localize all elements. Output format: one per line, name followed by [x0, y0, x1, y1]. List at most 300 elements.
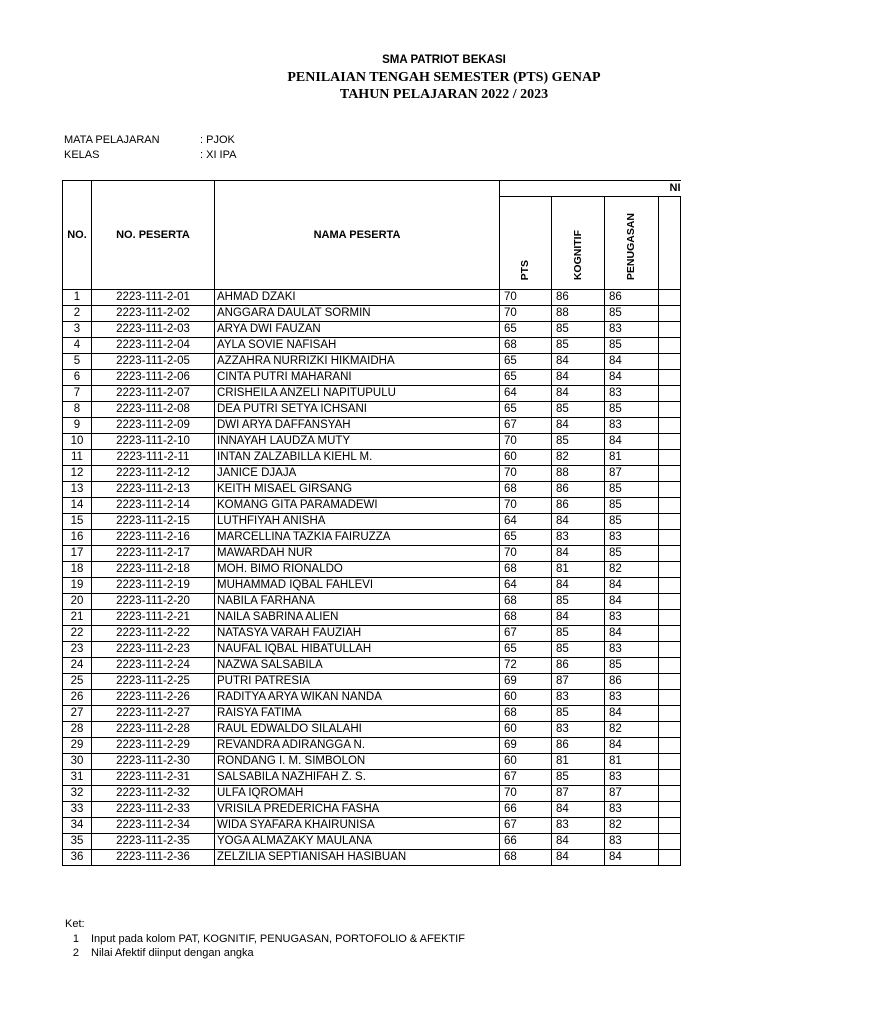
cell-next-column	[659, 770, 681, 786]
cell-kognitif: 81	[552, 754, 605, 770]
cell-kognitif: 86	[552, 738, 605, 754]
cell-nama: ARYA DWI FAUZAN	[215, 322, 500, 338]
class-value: : XI IPA	[200, 149, 237, 161]
cell-nama: VRISILA PREDERICHA FASHA	[215, 802, 500, 818]
cell-nama: CRISHEILA ANZELI NAPITUPULU	[215, 386, 500, 402]
cell-nama: WIDA SYAFARA KHAIRUNISA	[215, 818, 500, 834]
cell-no-peserta: 2223-111-2-23	[92, 642, 215, 658]
table-row	[63, 466, 681, 482]
cell-penugasan: 83	[605, 690, 659, 706]
table-row	[63, 754, 681, 770]
table-row	[63, 786, 681, 802]
cell-no: 1	[63, 290, 92, 306]
cell-pts: 65	[500, 322, 552, 338]
cell-nama: DEA PUTRI SETYA ICHSANI	[215, 402, 500, 418]
table-row	[63, 354, 681, 370]
cell-no: 32	[63, 786, 92, 802]
cell-next-column	[659, 754, 681, 770]
cell-pts: 64	[500, 514, 552, 530]
cell-nama: MUHAMMAD IQBAL FAHLEVI	[215, 578, 500, 594]
cell-no: 6	[63, 370, 92, 386]
table-row	[63, 626, 681, 642]
cell-penugasan: 84	[605, 578, 659, 594]
cell-penugasan: 85	[605, 498, 659, 514]
cell-nama: RAISYA FATIMA	[215, 706, 500, 722]
cell-next-column	[659, 482, 681, 498]
cell-no-peserta: 2223-111-2-29	[92, 738, 215, 754]
cell-kognitif: 86	[552, 498, 605, 514]
table-row	[63, 738, 681, 754]
cell-nama: INTAN ZALZABILLA KIEHL M.	[215, 450, 500, 466]
cell-no-peserta: 2223-111-2-35	[92, 834, 215, 850]
cell-next-column	[659, 322, 681, 338]
cell-no-peserta: 2223-111-2-36	[92, 850, 215, 866]
table-row	[63, 850, 681, 866]
note-number: 1	[72, 933, 79, 945]
cell-nama: JANICE DJAJA	[215, 466, 500, 482]
cell-penugasan: 84	[605, 850, 659, 866]
table-row	[63, 338, 681, 354]
cell-pts: 60	[500, 754, 552, 770]
cell-pts: 60	[500, 690, 552, 706]
cell-no: 24	[63, 658, 92, 674]
cell-no-peserta: 2223-111-2-07	[92, 386, 215, 402]
cell-kognitif: 84	[552, 386, 605, 402]
cell-no-peserta: 2223-111-2-13	[92, 482, 215, 498]
cell-penugasan: 83	[605, 834, 659, 850]
cell-next-column	[659, 498, 681, 514]
cell-next-column	[659, 450, 681, 466]
table-row	[63, 498, 681, 514]
cell-no-peserta: 2223-111-2-01	[92, 290, 215, 306]
cell-kognitif: 85	[552, 706, 605, 722]
table-row	[63, 418, 681, 434]
cell-pts: 70	[500, 290, 552, 306]
cell-no-peserta: 2223-111-2-14	[92, 498, 215, 514]
cell-no-peserta: 2223-111-2-25	[92, 674, 215, 690]
grades-table	[62, 180, 681, 866]
cell-pts: 65	[500, 642, 552, 658]
cell-kognitif: 84	[552, 850, 605, 866]
cell-penugasan: 86	[605, 674, 659, 690]
table-row	[63, 770, 681, 786]
cell-penugasan: 85	[605, 514, 659, 530]
cell-penugasan: 83	[605, 770, 659, 786]
table-row	[63, 306, 681, 322]
cell-nama: RADITYA ARYA WIKAN NANDA	[215, 690, 500, 706]
cell-kognitif: 87	[552, 786, 605, 802]
cell-nama: PUTRI PATRESIA	[215, 674, 500, 690]
table-row	[63, 434, 681, 450]
cell-pts: 68	[500, 338, 552, 354]
cell-kognitif: 81	[552, 562, 605, 578]
cell-kognitif: 85	[552, 402, 605, 418]
cell-kognitif: 87	[552, 674, 605, 690]
cell-nama: YOGA ALMAZAKY MAULANA	[215, 834, 500, 850]
cell-kognitif: 88	[552, 466, 605, 482]
header-no-peserta: NO. PESERTA	[92, 181, 215, 290]
cell-kognitif: 86	[552, 290, 605, 306]
cell-no: 18	[63, 562, 92, 578]
cell-penugasan: 83	[605, 642, 659, 658]
cell-nama: NAZWA SALSABILA	[215, 658, 500, 674]
cell-nama: MOH. BIMO RIONALDO	[215, 562, 500, 578]
cell-nama: RONDANG I. M. SIMBOLON	[215, 754, 500, 770]
cell-penugasan: 87	[605, 786, 659, 802]
class-label: KELAS	[64, 149, 100, 161]
cell-no: 23	[63, 642, 92, 658]
cell-no: 30	[63, 754, 92, 770]
table-row	[63, 802, 681, 818]
cell-next-column	[659, 386, 681, 402]
cell-next-column	[659, 354, 681, 370]
cell-kognitif: 88	[552, 306, 605, 322]
table-row	[63, 834, 681, 850]
cell-no: 16	[63, 530, 92, 546]
cell-pts: 70	[500, 434, 552, 450]
cell-penugasan: 85	[605, 306, 659, 322]
cell-kognitif: 85	[552, 770, 605, 786]
cell-penugasan: 84	[605, 706, 659, 722]
cell-nama: INNAYAH LAUDZA MUTY	[215, 434, 500, 450]
cell-no-peserta: 2223-111-2-30	[92, 754, 215, 770]
cell-nama: KOMANG GITA PARAMADEWI	[215, 498, 500, 514]
cell-no-peserta: 2223-111-2-21	[92, 610, 215, 626]
cell-next-column	[659, 514, 681, 530]
cell-pts: 70	[500, 546, 552, 562]
cell-penugasan: 86	[605, 290, 659, 306]
cell-pts: 66	[500, 802, 552, 818]
cell-no-peserta: 2223-111-2-24	[92, 658, 215, 674]
cell-no-peserta: 2223-111-2-28	[92, 722, 215, 738]
cell-no-peserta: 2223-111-2-31	[92, 770, 215, 786]
document-title: PENILAIAN TENGAH SEMESTER (PTS) GENAP	[287, 70, 601, 85]
cell-no: 15	[63, 514, 92, 530]
cell-no: 7	[63, 386, 92, 402]
header-no: NO.	[63, 181, 92, 290]
cell-next-column	[659, 418, 681, 434]
cell-pts: 65	[500, 354, 552, 370]
cell-no: 22	[63, 626, 92, 642]
cell-nama: NABILA FARHANA	[215, 594, 500, 610]
cell-penugasan: 85	[605, 482, 659, 498]
cell-pts: 65	[500, 402, 552, 418]
cell-penugasan: 83	[605, 418, 659, 434]
table-row	[63, 370, 681, 386]
cell-nama: ULFA IQROMAH	[215, 786, 500, 802]
cell-no-peserta: 2223-111-2-02	[92, 306, 215, 322]
cell-pts: 70	[500, 786, 552, 802]
cell-no: 29	[63, 738, 92, 754]
cell-no-peserta: 2223-111-2-26	[92, 690, 215, 706]
cell-nama: MARCELLINA TAZKIA FAIRUZZA	[215, 530, 500, 546]
table-row	[63, 610, 681, 626]
table-row	[63, 706, 681, 722]
cell-kognitif: 83	[552, 818, 605, 834]
cell-penugasan: 83	[605, 610, 659, 626]
cell-no-peserta: 2223-111-2-17	[92, 546, 215, 562]
table-row	[63, 658, 681, 674]
cell-penugasan: 82	[605, 722, 659, 738]
cell-penugasan: 85	[605, 402, 659, 418]
note-text: Input pada kolom PAT, KOGNITIF, PENUGASAN, PORTOFOLIO & AFEKTIF	[91, 933, 465, 945]
table-row	[63, 402, 681, 418]
cell-penugasan: 85	[605, 546, 659, 562]
cell-nama: ZELZILIA SEPTIANISAH HASIBUAN	[215, 850, 500, 866]
notes-heading: Ket:	[65, 918, 85, 930]
cell-pts: 60	[500, 450, 552, 466]
cell-pts: 60	[500, 722, 552, 738]
cell-penugasan: 81	[605, 450, 659, 466]
cell-nama: AHMAD DZAKI	[215, 290, 500, 306]
cell-penugasan: 84	[605, 434, 659, 450]
cell-no-peserta: 2223-111-2-32	[92, 786, 215, 802]
cell-no: 25	[63, 674, 92, 690]
cell-pts: 65	[500, 370, 552, 386]
cell-kognitif: 84	[552, 834, 605, 850]
table-row	[63, 482, 681, 498]
cell-no: 10	[63, 434, 92, 450]
table-row	[63, 578, 681, 594]
cell-pts: 70	[500, 498, 552, 514]
cell-no: 9	[63, 418, 92, 434]
cell-next-column	[659, 722, 681, 738]
cell-no: 26	[63, 690, 92, 706]
cell-no: 20	[63, 594, 92, 610]
cell-no: 21	[63, 610, 92, 626]
cell-pts: 67	[500, 770, 552, 786]
cell-penugasan: 85	[605, 338, 659, 354]
cell-penugasan: 81	[605, 754, 659, 770]
cell-pts: 68	[500, 482, 552, 498]
cell-penugasan: 82	[605, 818, 659, 834]
cell-penugasan: 84	[605, 738, 659, 754]
cell-pts: 70	[500, 306, 552, 322]
cell-next-column	[659, 466, 681, 482]
header-nama-peserta: NAMA PESERTA	[215, 181, 500, 290]
cell-no: 14	[63, 498, 92, 514]
header-next-column	[659, 197, 681, 290]
cell-pts: 67	[500, 818, 552, 834]
cell-no-peserta: 2223-111-2-20	[92, 594, 215, 610]
cell-nama: REVANDRA ADIRANGGA N.	[215, 738, 500, 754]
subject-value: : PJOK	[200, 134, 235, 146]
notes	[65, 918, 465, 959]
cell-nama: AYLA SOVIE NAFISAH	[215, 338, 500, 354]
cell-no: 27	[63, 706, 92, 722]
cell-kognitif: 85	[552, 642, 605, 658]
cell-no-peserta: 2223-111-2-10	[92, 434, 215, 450]
cell-no: 36	[63, 850, 92, 866]
cell-nama: ANGGARA DAULAT SORMIN	[215, 306, 500, 322]
cell-penugasan: 83	[605, 386, 659, 402]
cell-next-column	[659, 434, 681, 450]
cell-no: 34	[63, 818, 92, 834]
table-row	[63, 562, 681, 578]
cell-no-peserta: 2223-111-2-22	[92, 626, 215, 642]
cell-nama: SALSABILA NAZHIFAH Z. S.	[215, 770, 500, 786]
cell-next-column	[659, 674, 681, 690]
cell-kognitif: 82	[552, 450, 605, 466]
cell-next-column	[659, 626, 681, 642]
cell-no-peserta: 2223-111-2-16	[92, 530, 215, 546]
table-row	[63, 722, 681, 738]
cell-no: 31	[63, 770, 92, 786]
cell-kognitif: 84	[552, 370, 605, 386]
cell-kognitif: 85	[552, 626, 605, 642]
cell-pts: 69	[500, 738, 552, 754]
cell-kognitif: 84	[552, 418, 605, 434]
cell-next-column	[659, 642, 681, 658]
cell-kognitif: 83	[552, 722, 605, 738]
table-row	[63, 290, 681, 306]
table-row	[63, 594, 681, 610]
cell-next-column	[659, 818, 681, 834]
table-row	[63, 818, 681, 834]
cell-next-column	[659, 306, 681, 322]
cell-next-column	[659, 402, 681, 418]
cell-kognitif: 84	[552, 578, 605, 594]
cell-no: 3	[63, 322, 92, 338]
cell-no: 5	[63, 354, 92, 370]
cell-no: 11	[63, 450, 92, 466]
cell-pts: 69	[500, 674, 552, 690]
cell-kognitif: 83	[552, 530, 605, 546]
cell-kognitif: 84	[552, 546, 605, 562]
cell-no-peserta: 2223-111-2-19	[92, 578, 215, 594]
cell-next-column	[659, 658, 681, 674]
table-row	[63, 690, 681, 706]
header-pts: PTS	[500, 197, 552, 290]
table-row	[63, 450, 681, 466]
cell-no-peserta: 2223-111-2-06	[92, 370, 215, 386]
cell-pts: 72	[500, 658, 552, 674]
cell-no: 8	[63, 402, 92, 418]
cell-no: 28	[63, 722, 92, 738]
cell-next-column	[659, 530, 681, 546]
cell-pts: 68	[500, 594, 552, 610]
cell-pts: 64	[500, 578, 552, 594]
cell-nama: NATASYA VARAH FAUZIAH	[215, 626, 500, 642]
cell-no: 19	[63, 578, 92, 594]
table-row	[63, 514, 681, 530]
cell-penugasan: 84	[605, 594, 659, 610]
cell-pts: 70	[500, 466, 552, 482]
cell-next-column	[659, 594, 681, 610]
header-penugasan: PENUGASAN	[605, 197, 659, 290]
cell-kognitif: 86	[552, 658, 605, 674]
cell-next-column	[659, 610, 681, 626]
subject-label: MATA PELAJARAN	[64, 134, 160, 146]
cell-no: 35	[63, 834, 92, 850]
cell-kognitif: 84	[552, 610, 605, 626]
cell-nama: DWI ARYA DAFFANSYAH	[215, 418, 500, 434]
table-row	[63, 642, 681, 658]
cell-no-peserta: 2223-111-2-27	[92, 706, 215, 722]
note-item	[65, 933, 465, 945]
cell-kognitif: 85	[552, 322, 605, 338]
cell-no-peserta: 2223-111-2-12	[92, 466, 215, 482]
cell-kognitif: 84	[552, 514, 605, 530]
table-row	[63, 674, 681, 690]
note-number: 2	[72, 947, 79, 959]
table-body	[63, 290, 681, 866]
school-name: SMA PATRIOT BEKASI	[382, 54, 506, 66]
cell-kognitif: 85	[552, 594, 605, 610]
cell-no-peserta: 2223-111-2-33	[92, 802, 215, 818]
cell-no-peserta: 2223-111-2-08	[92, 402, 215, 418]
cell-no-peserta: 2223-111-2-34	[92, 818, 215, 834]
cell-pts: 66	[500, 834, 552, 850]
cell-pts: 68	[500, 706, 552, 722]
cell-next-column	[659, 562, 681, 578]
cell-next-column	[659, 690, 681, 706]
header-nilai-group: NI	[500, 181, 681, 197]
cell-next-column	[659, 706, 681, 722]
cell-no: 2	[63, 306, 92, 322]
cell-nama: CINTA PUTRI MAHARANI	[215, 370, 500, 386]
cell-pts: 68	[500, 610, 552, 626]
cell-kognitif: 83	[552, 690, 605, 706]
cell-next-column	[659, 834, 681, 850]
cell-no: 13	[63, 482, 92, 498]
cell-no-peserta: 2223-111-2-18	[92, 562, 215, 578]
cell-next-column	[659, 802, 681, 818]
cell-kognitif: 86	[552, 482, 605, 498]
cell-nama: RAUL EDWALDO SILALAHI	[215, 722, 500, 738]
table-row	[63, 386, 681, 402]
cell-no: 17	[63, 546, 92, 562]
cell-nama: NAILA SABRINA ALIEN	[215, 610, 500, 626]
cell-no-peserta: 2223-111-2-09	[92, 418, 215, 434]
header-kognitif: KOGNITIF	[552, 197, 605, 290]
cell-pts: 68	[500, 850, 552, 866]
cell-penugasan: 83	[605, 802, 659, 818]
cell-pts: 68	[500, 562, 552, 578]
cell-kognitif: 84	[552, 802, 605, 818]
cell-nama: LUTHFIYAH ANISHA	[215, 514, 500, 530]
cell-nama: KEITH MISAEL GIRSANG	[215, 482, 500, 498]
note-text: Nilai Afektif diinput dengan angka	[91, 947, 254, 959]
cell-pts: 65	[500, 530, 552, 546]
cell-next-column	[659, 578, 681, 594]
table-row	[63, 546, 681, 562]
cell-no-peserta: 2223-111-2-11	[92, 450, 215, 466]
cell-no-peserta: 2223-111-2-03	[92, 322, 215, 338]
cell-penugasan: 83	[605, 530, 659, 546]
cell-pts: 67	[500, 626, 552, 642]
cell-pts: 64	[500, 386, 552, 402]
grades-table-viewport	[62, 180, 681, 863]
cell-pts: 67	[500, 418, 552, 434]
cell-next-column	[659, 850, 681, 866]
cell-no: 4	[63, 338, 92, 354]
cell-penugasan: 83	[605, 322, 659, 338]
cell-no-peserta: 2223-111-2-15	[92, 514, 215, 530]
cell-no: 33	[63, 802, 92, 818]
cell-kognitif: 84	[552, 354, 605, 370]
cell-next-column	[659, 338, 681, 354]
cell-kognitif: 85	[552, 434, 605, 450]
cell-penugasan: 84	[605, 626, 659, 642]
academic-year: TAHUN PELAJARAN 2022 / 2023	[339, 87, 549, 102]
cell-kognitif: 85	[552, 338, 605, 354]
cell-no: 12	[63, 466, 92, 482]
cell-nama: NAUFAL IQBAL HIBATULLAH	[215, 642, 500, 658]
cell-penugasan: 84	[605, 354, 659, 370]
cell-next-column	[659, 370, 681, 386]
cell-penugasan: 82	[605, 562, 659, 578]
